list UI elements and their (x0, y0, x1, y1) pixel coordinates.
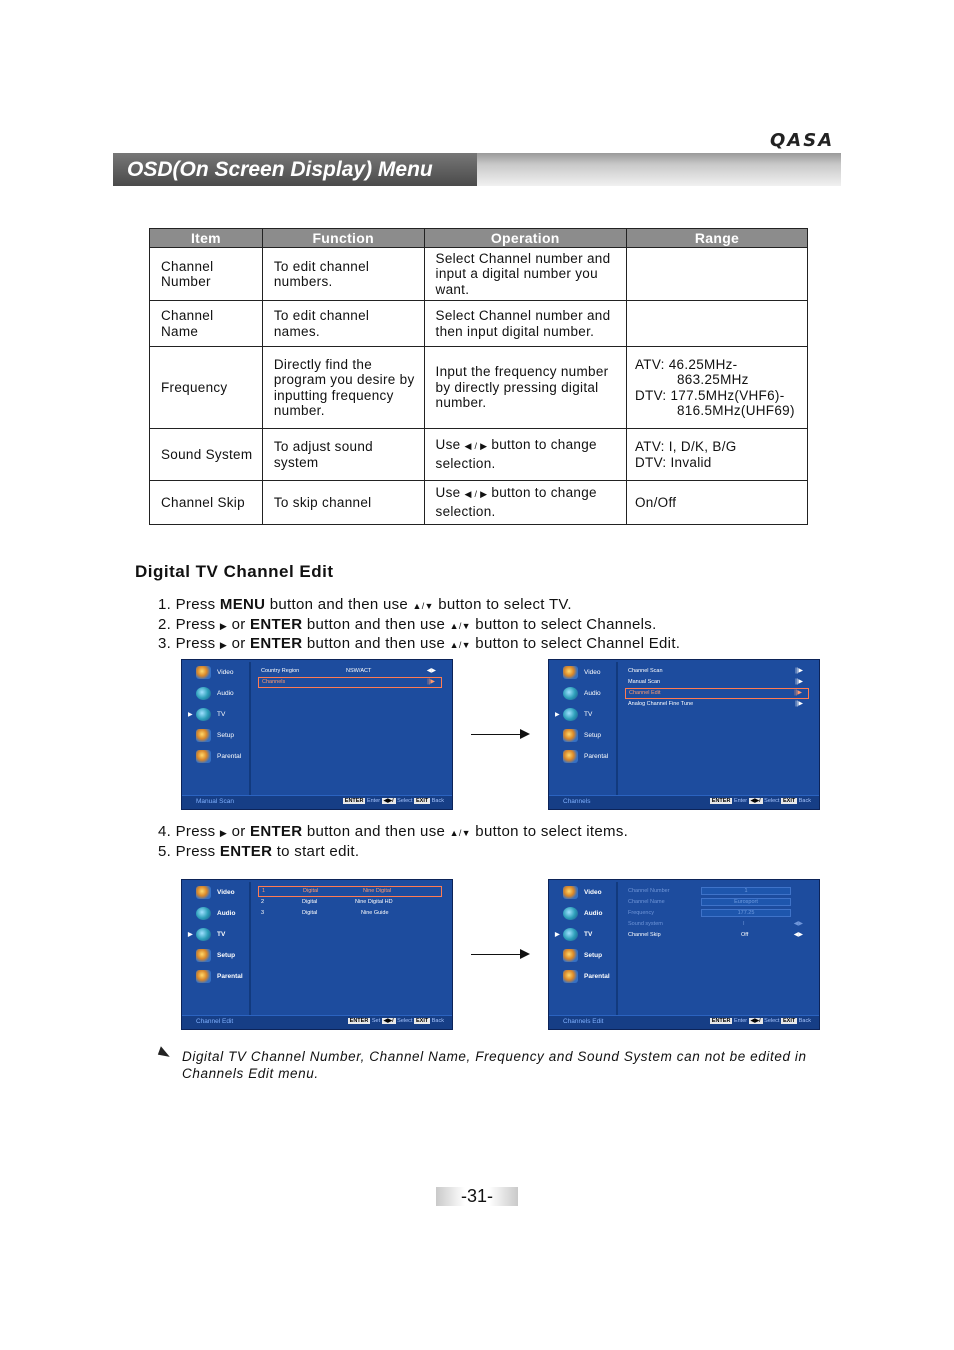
osd-menu-audio (194, 907, 249, 925)
setup-icon (563, 729, 578, 742)
cell-operation: Input the frequency number by directly pressing digital number. (424, 347, 626, 429)
osd-screen-channel-edit-detail (548, 879, 820, 1030)
osd-menu-label: Audio (217, 910, 236, 917)
osd-menu-parental (194, 970, 249, 988)
brand-logo: QASA (770, 130, 835, 151)
selected-arrow-icon: ▶ (555, 932, 560, 938)
osd-row (625, 886, 809, 897)
osd-screen-channel-edit-list (181, 879, 453, 1030)
right-arrow-icon: ▶ (219, 828, 228, 838)
osd-menu-label: Video (584, 669, 601, 676)
key-hint: Enter (366, 798, 381, 804)
osd-screen-channels (548, 659, 820, 810)
cell-range (626, 429, 807, 481)
osd-divider (616, 662, 618, 796)
osd-row (625, 897, 809, 908)
osd-menu-audio (561, 907, 616, 925)
tv-icon (196, 708, 211, 721)
flow-arrow (471, 734, 521, 735)
osd-menu-label: Audio (584, 910, 603, 917)
osd-row-label: Channel Number (628, 888, 670, 894)
parental-icon (563, 970, 578, 983)
audio-icon (563, 907, 578, 920)
cell-function: To adjust sound system (262, 429, 424, 481)
osd-row-label: Manual Scan (628, 679, 661, 685)
osd-footer-keys (348, 1018, 444, 1024)
osd-rows (625, 886, 809, 941)
osd-row (258, 897, 442, 908)
key-hint: Enter (733, 798, 748, 804)
parental-icon (196, 750, 211, 763)
audio-icon (196, 907, 211, 920)
osd-row (625, 699, 809, 710)
step-item (158, 823, 628, 843)
video-icon (563, 666, 578, 679)
enter-arrow-icon: ||▶ (794, 690, 802, 696)
osd-footer (182, 1015, 452, 1029)
cell-operation (424, 481, 626, 525)
column-header-operation: Operation (424, 229, 626, 248)
osd-row-value: NSW/ACT (346, 668, 372, 674)
video-icon (196, 886, 211, 899)
step-text: or (227, 635, 251, 652)
osd-row (258, 908, 442, 919)
enter-key: ENTER (344, 798, 364, 804)
step-text: button to select items. (470, 823, 629, 840)
osd-menu-label: Video (217, 669, 234, 676)
enter-key: ENTER (711, 798, 731, 804)
osd-row-label: Frequency (628, 910, 654, 916)
osd-footer (549, 795, 819, 809)
osd-menu-video (194, 666, 249, 684)
tv-icon (196, 928, 211, 941)
note-pointer-icon (158, 1046, 172, 1059)
osd-menu-video (194, 886, 249, 904)
osd-screen-manual-scan (181, 659, 453, 810)
up-down-arrow-icon: ▲/▼ (449, 828, 471, 838)
osd-menu-video (561, 666, 616, 684)
osd-menu-label: Setup (584, 732, 601, 739)
osd-menu-tv (188, 928, 249, 946)
parental-icon (563, 750, 578, 763)
cell-function: To skip channel (262, 481, 424, 525)
operation-text: button to change (491, 437, 597, 452)
osd-rows (258, 666, 442, 688)
osd-value-box: Eurosport (701, 898, 791, 906)
range-line: ATV: I, D/K, B/G (634, 439, 737, 454)
osd-row (625, 919, 809, 930)
osd-row-label: Analog Channel Fine Tune (628, 701, 694, 707)
table-row (150, 429, 808, 481)
osd-menu-parental (561, 970, 616, 988)
osd-row-label: Channel Name (628, 899, 665, 905)
step-text: button to select Channel Edit. (470, 635, 681, 652)
osd-row-value: Off (741, 932, 749, 938)
cell-item: Channel Name (150, 301, 263, 347)
range-line: 863.25MHz (676, 372, 749, 387)
step-text: Press (175, 823, 220, 840)
osd-row (625, 677, 809, 688)
selected-arrow-icon: ▶ (188, 712, 193, 718)
up-down-arrow-icon: ▲/▼ (449, 620, 471, 631)
osd-menu-label: TV (217, 711, 226, 718)
channel-type: Digital (302, 899, 318, 905)
up-down-arrow-icon: ▲/▼ (449, 640, 471, 650)
table-header-row (150, 229, 808, 248)
osd-menu-label: Setup (584, 952, 603, 959)
note-text: Digital TV Channel Number, Channel Name, Frequency and Sound System can not be edited in Channels Edit menu. (182, 1049, 807, 1081)
osd-footer-title: Channel Edit (196, 1018, 234, 1025)
key-hint: Select (397, 1018, 413, 1024)
audio-icon (196, 687, 211, 700)
key-hint: Set (371, 1018, 381, 1024)
selected-arrow-icon: ▶ (188, 932, 193, 938)
cell-function: To edit channel numbers. (262, 248, 424, 301)
step-item (158, 616, 680, 636)
osd-menu-label: TV (584, 931, 593, 938)
step-text: button and then use (302, 823, 450, 840)
osd-menu-tv (555, 708, 616, 726)
osd-menu-tv (188, 708, 249, 726)
range-line: 816.5MHz(UHF69) (676, 403, 795, 418)
step-number: 5. (158, 842, 172, 860)
osd-menu-label: TV (584, 711, 593, 718)
key-hint: Back (798, 798, 811, 804)
osd-row-selected (258, 677, 442, 688)
osd-rows (258, 886, 442, 919)
key-hint: Back (431, 798, 444, 804)
osd-menu-parental (561, 750, 616, 768)
osd-value-box: 177.25 (701, 909, 791, 917)
flow-arrow-head-icon (520, 949, 530, 959)
arrows-key-icon: ◀▶/ (383, 798, 394, 804)
enter-arrow-icon: ||▶ (795, 679, 803, 685)
step-number: 3. (158, 635, 172, 652)
exit-key: EXIT (416, 798, 429, 804)
osd-footer-title: Channels Edit (563, 1018, 604, 1025)
key-hint: Enter (733, 1018, 748, 1024)
key-hint: Select (764, 1018, 780, 1024)
cell-range: On/Off (626, 481, 807, 525)
osd-menu-label: Audio (584, 690, 601, 697)
step-text: button to select TV. (433, 596, 572, 613)
step-text: to start edit. (272, 842, 360, 860)
channel-number: 3 (261, 910, 265, 916)
osd-row-label: Channel Edit (629, 690, 661, 696)
channel-number: 2 (261, 899, 265, 905)
enter-key-label: ENTER (250, 615, 303, 633)
exit-key: EXIT (416, 1018, 429, 1024)
osd-row (625, 666, 809, 677)
osd-row (625, 930, 809, 941)
tv-icon (563, 928, 578, 941)
steps-group-1 (158, 596, 680, 655)
step-item (158, 843, 628, 861)
cell-item: Channel Number (150, 248, 263, 301)
osd-footer (182, 795, 452, 809)
left-right-arrow-icon: ◀▶ (793, 921, 803, 927)
osd-menu-label: TV (217, 931, 226, 938)
osd-row (258, 666, 442, 677)
osd-menu-setup (561, 949, 616, 967)
step-text: button and then use (265, 596, 413, 613)
operation-text: Use (435, 437, 461, 452)
osd-table (149, 228, 808, 525)
flow-arrow-head-icon (520, 729, 530, 739)
osd-divider (616, 882, 618, 1016)
cell-range (626, 301, 807, 347)
tv-icon (563, 708, 578, 721)
osd-menu-label: Setup (217, 952, 236, 959)
cell-item: Channel Skip (150, 481, 263, 525)
key-hint: Select (764, 798, 780, 804)
enter-key-label: ENTER (250, 635, 303, 652)
range-line: DTV: Invalid (634, 454, 712, 470)
operation-text: selection. (435, 504, 496, 519)
osd-value-box: 1 (701, 887, 791, 895)
setup-icon (563, 949, 578, 962)
osd-menu-label: Video (584, 889, 602, 896)
channel-name: Nine Guide (361, 910, 389, 916)
left-right-arrow-icon: ◀▶ (426, 668, 436, 674)
enter-arrow-icon: ||▶ (795, 668, 803, 674)
step-text: button to select Channels. (470, 615, 657, 633)
table-row (150, 347, 808, 429)
step-item (158, 635, 680, 655)
setup-icon (196, 949, 211, 962)
step-number: 1. (158, 596, 172, 613)
step-text: button and then use (302, 635, 450, 652)
osd-menu-label: Video (217, 889, 235, 896)
osd-footer-keys (343, 798, 444, 804)
key-hint: Back (431, 1018, 444, 1024)
enter-key: ENTER (711, 1018, 731, 1024)
cell-range (626, 248, 807, 301)
operation-text: selection. (435, 456, 496, 471)
cell-function: Directly find the program you desire by inputting frequency number. (262, 347, 424, 429)
step-text: Press (175, 596, 220, 613)
menu-key-label: MENU (219, 596, 266, 613)
osd-menu-parental (194, 750, 249, 768)
osd-row-label: Channel Scan (628, 668, 663, 674)
osd-menu-label: Parental (217, 753, 242, 760)
left-right-arrow-icon: ◀▶ (793, 932, 803, 938)
step-text: Press (175, 635, 220, 652)
osd-rows (625, 666, 809, 710)
osd-row (625, 908, 809, 919)
enter-key: ENTER (349, 1018, 369, 1024)
osd-row-label: Channels (262, 679, 286, 685)
left-right-arrow-icon: ◀ / ▶ (464, 441, 488, 451)
osd-footer-keys (710, 1018, 811, 1024)
page-title: OSD(On Screen Display) Menu (113, 153, 477, 186)
step-text: Press (175, 615, 220, 633)
arrows-key-icon: ◀▶/ (750, 798, 761, 804)
osd-row-label: Channel Skip (628, 932, 661, 938)
osd-footer-keys (710, 798, 811, 804)
left-right-arrow-icon: ◀ / ▶ (464, 489, 488, 499)
osd-menu-label: Parental (584, 973, 610, 980)
table-row (150, 301, 808, 347)
cell-operation: Select Channel number and input a digital number you want. (424, 248, 626, 301)
osd-row-value: I (743, 921, 745, 927)
osd-divider (249, 882, 251, 1016)
step-text: Press (175, 842, 220, 860)
cell-item: Sound System (150, 429, 263, 481)
step-item (158, 596, 680, 616)
cell-operation (424, 429, 626, 481)
osd-menu-video (561, 886, 616, 904)
channel-type: Digital (303, 888, 319, 894)
step-text: or (227, 615, 251, 633)
osd-row-selected (625, 688, 809, 699)
up-down-arrow-icon: ▲/▼ (412, 601, 434, 611)
osd-menu-label: Setup (217, 732, 234, 739)
channel-type: Digital (302, 910, 318, 916)
osd-row-label: Country Region (261, 668, 300, 674)
column-header-range: Range (626, 229, 807, 248)
step-text: or (227, 823, 251, 840)
arrows-key-icon: ◀▶/ (750, 1018, 761, 1024)
osd-menu-label: Audio (217, 690, 234, 697)
step-text: button and then use (302, 615, 450, 633)
enter-arrow-icon: ||▶ (795, 701, 803, 707)
parental-icon (196, 970, 211, 983)
range-line: DTV: 177.5MHz(VHF6)- (634, 387, 785, 403)
osd-footer-title: Channels (563, 798, 591, 805)
channel-name: Nine Digital (363, 888, 392, 894)
osd-menu-label: Parental (584, 753, 609, 760)
section-title: Digital TV Channel Edit (135, 562, 334, 581)
cell-function: To edit channel names. (262, 301, 424, 347)
key-hint: Select (397, 798, 413, 804)
steps-group-2 (158, 823, 628, 860)
osd-menu-setup (194, 729, 249, 747)
page-number: -31- (436, 1187, 518, 1206)
enter-key-label: ENTER (219, 842, 273, 860)
exit-key: EXIT (783, 798, 796, 804)
operation-text: button to change (491, 485, 597, 500)
cell-item: Frequency (150, 347, 263, 429)
osd-menu-audio (194, 687, 249, 705)
range-line: ATV: 46.25MHz- (634, 356, 738, 372)
osd-menu-label: Parental (217, 973, 243, 980)
cell-range (626, 347, 807, 429)
step-number: 4. (158, 823, 172, 840)
osd-menu-audio (561, 687, 616, 705)
channel-number: 1 (262, 888, 266, 894)
audio-icon (563, 687, 578, 700)
osd-row-label: Sound system (628, 921, 663, 927)
flow-arrow (471, 954, 521, 955)
cell-operation: Select Channel number and then input digital number. (424, 301, 626, 347)
enter-arrow-icon: ||▶ (427, 679, 435, 685)
setup-icon (196, 729, 211, 742)
key-hint: Back (798, 1018, 811, 1024)
column-header-function: Function (262, 229, 424, 248)
video-icon (196, 666, 211, 679)
channel-name: Nine Digital HD (355, 899, 393, 905)
osd-menu-setup (194, 949, 249, 967)
osd-footer-title: Manual Scan (196, 798, 234, 805)
table-row (150, 248, 808, 301)
table-row (150, 481, 808, 525)
step-number: 2. (158, 615, 172, 633)
exit-key: EXIT (783, 1018, 796, 1024)
operation-text: Use (435, 485, 461, 500)
osd-row-selected (258, 886, 442, 897)
column-header-item: Item (150, 229, 263, 248)
video-icon (563, 886, 578, 899)
osd-footer (549, 1015, 819, 1029)
selected-arrow-icon: ▶ (555, 712, 560, 718)
right-arrow-icon: ▶ (219, 640, 228, 650)
arrows-key-icon: ◀▶/ (383, 1018, 394, 1024)
right-arrow-icon: ▶ (219, 620, 228, 631)
enter-key-label: ENTER (250, 823, 303, 840)
osd-menu-tv (555, 928, 616, 946)
osd-menu-setup (561, 729, 616, 747)
osd-divider (249, 662, 251, 796)
